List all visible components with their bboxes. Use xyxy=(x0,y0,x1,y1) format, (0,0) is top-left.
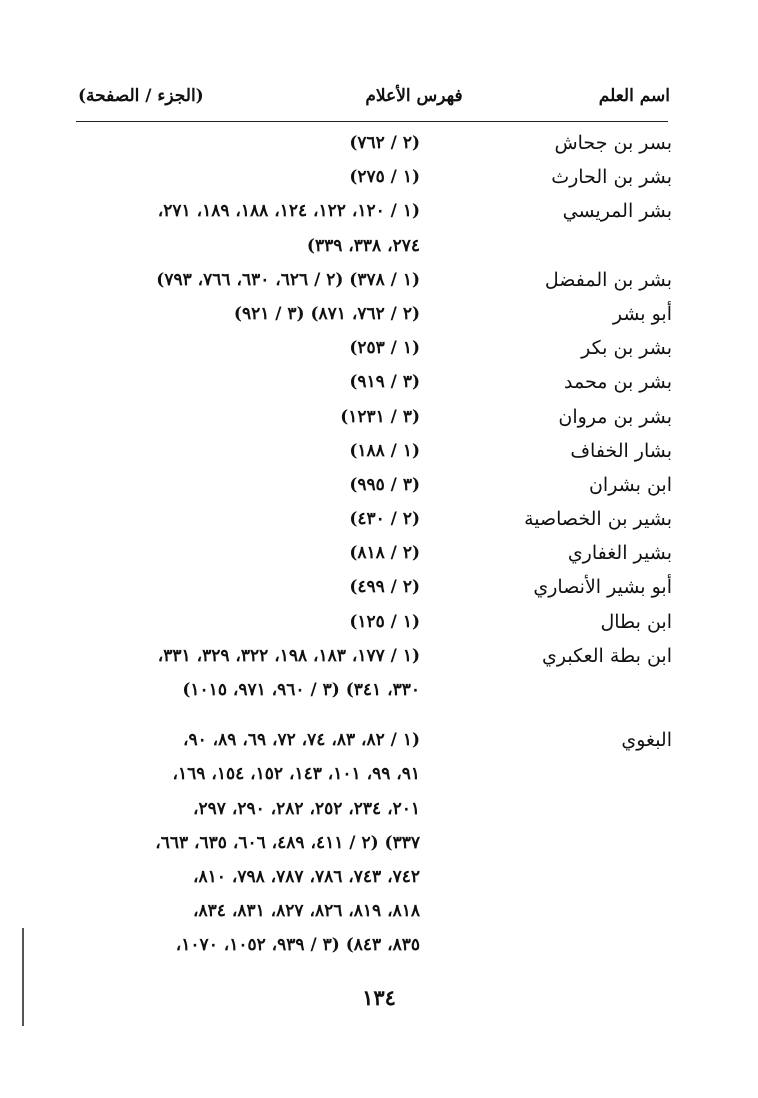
entry-references xyxy=(76,194,420,262)
reference-line: ٣٣٠، ٣٤١) (٣ / ٩٦٠، ٩٧١، ١٠١٥) xyxy=(182,680,420,700)
reference-line: (٣ / ٩١٩) xyxy=(349,372,420,393)
index-entry xyxy=(76,502,672,536)
reference-line: ٢٠١، ٢٣٤، ٢٥٢، ٢٨٢، ٢٩٠، ٢٩٧، xyxy=(193,798,420,819)
entry-references xyxy=(76,605,420,639)
reference-line: (٣ / ٩٩٥) xyxy=(349,474,420,495)
entry-name: بشار الخفاف xyxy=(570,439,672,462)
index-entry xyxy=(76,126,672,160)
entry-name: بشير بن الخصاصية xyxy=(524,508,672,531)
entry-references xyxy=(76,365,420,399)
index-entry xyxy=(76,639,672,707)
index-entry xyxy=(76,194,672,262)
reference-line: (٣ / ١٢٣١) xyxy=(340,406,420,427)
entry-references xyxy=(76,639,420,707)
entry-references xyxy=(76,400,420,434)
entry-name: بشر بن الحارث xyxy=(551,166,672,189)
index-header xyxy=(78,86,670,116)
reference-line: (١ / ٣٧٨) (٢ / ٦٢٦، ٦٣٠، ٧٦٦، ٧٩٣) xyxy=(156,269,420,290)
scan-margin-line xyxy=(22,928,24,1026)
reference-line: (١ / ٨٢، ٨٣، ٧٤، ٧٢، ٦٩، ٨٩، ٩٠، xyxy=(182,730,420,751)
entry-references xyxy=(76,723,420,962)
reference-line: (٢ / ٧٦٢، ٨٧١) (٣ / ٩٢١) xyxy=(233,303,420,324)
reference-line: (١ / ١٧٧، ١٨٣، ١٩٨، ٣٢٢، ٣٢٩، ٣٣١، xyxy=(157,645,420,666)
entry-name: ابن بطال xyxy=(600,610,672,633)
header-rule xyxy=(76,121,668,122)
entry-name: البغوي xyxy=(621,729,672,752)
entry-name: أبو بشر xyxy=(612,302,672,325)
reference-line: ٢٧٤، ٣٣٨، ٣٣٩) xyxy=(306,235,420,256)
entry-name: بشر بن بكر xyxy=(581,337,672,360)
entry-references xyxy=(76,331,420,365)
entry-name: ابن بطة العكبري xyxy=(542,644,672,667)
index-entries xyxy=(76,126,672,963)
entry-references xyxy=(76,502,420,536)
reference-line: (١ / ٢٥٣) xyxy=(349,338,420,359)
reference-line: (٢ / ٤٣٠) xyxy=(349,509,420,530)
reference-line: ٩١، ٩٩، ١٠١، ١٤٣، ١٥٢، ١٥٤، ١٦٩، xyxy=(172,764,420,785)
index-entry xyxy=(76,263,672,297)
entry-references xyxy=(76,263,420,297)
entry-name: أبو بشير الأنصاري xyxy=(533,576,672,599)
reference-line: ٣٣٧) (٢ / ٤١١، ٤٨٩، ٦٠٦، ٦٣٥، ٦٦٣، xyxy=(155,832,420,853)
page-title: فهرس الأعلام xyxy=(365,86,463,106)
index-entry xyxy=(76,400,672,434)
entry-name: بشر بن مروان xyxy=(558,405,672,428)
reference-line: (١ / ١٢٥) xyxy=(349,611,420,632)
name-column-heading: اسم العلم xyxy=(598,86,670,106)
index-entry xyxy=(76,160,672,194)
entry-name: بشير الغفاري xyxy=(567,542,672,565)
entry-name: بسر بن جحاش xyxy=(554,132,672,154)
index-entry xyxy=(76,468,672,502)
index-entry xyxy=(76,331,672,365)
page-number: ١٣٤ xyxy=(362,985,396,1010)
reference-line: (١ / ١٢٠، ١٢٢، ١٢٤، ١٨٨، ١٨٩، ٢٧١، xyxy=(157,201,420,222)
entry-references xyxy=(76,126,420,160)
index-entry xyxy=(76,365,672,399)
entry-gap xyxy=(76,707,672,723)
reference-line: (١ / ١٨٨) xyxy=(349,440,420,461)
entry-references xyxy=(76,468,420,502)
reference-line: (٢ / ٤٩٩) xyxy=(349,577,420,598)
index-entry xyxy=(76,536,672,570)
entry-references xyxy=(76,434,420,468)
entry-references xyxy=(76,297,420,331)
entry-references xyxy=(76,570,420,604)
entry-name: بشر المريسي xyxy=(562,200,672,223)
reference-line: ٧٤٢، ٧٤٣، ٧٨٦، ٧٨٧، ٧٩٨، ٨١٠، xyxy=(193,866,420,887)
index-entry xyxy=(76,723,672,962)
entry-name: بشر بن محمد xyxy=(564,371,672,394)
index-entry xyxy=(76,570,672,604)
index-entry xyxy=(76,434,672,468)
reference-line: ٨٣٥، ٨٤٣) (٣ / ٩٣٩، ١٠٥٢، ١٠٧٠، xyxy=(175,935,420,956)
page-column-heading: (الجزء / الصفحة) xyxy=(78,86,204,106)
reference-line: (٢ / ٨١٨) xyxy=(349,543,420,564)
entry-name: ابن بشران xyxy=(588,473,672,496)
index-entry xyxy=(76,297,672,331)
index-entry xyxy=(76,605,672,639)
reference-line: (١ / ٢٧٥) xyxy=(349,167,420,188)
entry-name: بشر بن المفضل xyxy=(544,268,672,291)
reference-line: ٨١٨، ٨١٩، ٨٢٦، ٨٢٧، ٨٣١، ٨٣٤، xyxy=(193,901,420,922)
entry-references xyxy=(76,536,420,570)
reference-line: (٢ / ٧٦٢) xyxy=(349,133,420,153)
entry-references xyxy=(76,160,420,194)
